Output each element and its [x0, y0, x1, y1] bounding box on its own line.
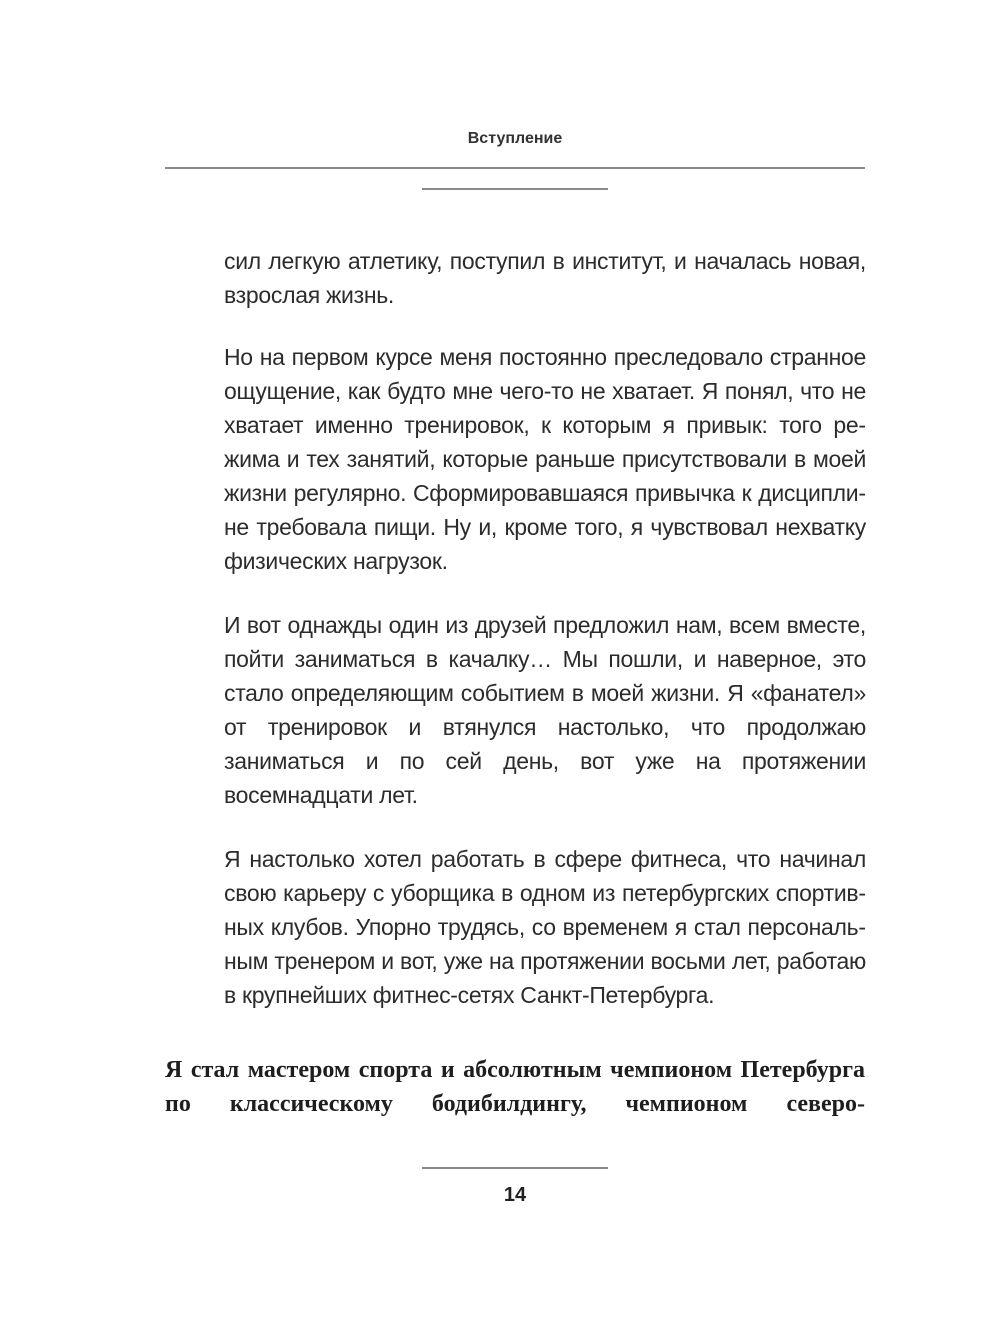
- footer-short-rule: [422, 1167, 608, 1169]
- body-text: [224, 244, 866, 1042]
- paragraph: И вот однажды один из друзей предложил нам, всем вместе, пойти заниматься в качалку… Мы пошли, и наверное, это стало определяющим событием в моей жизни. Я «фанател» от тренировок и втянулся настолько, что продолжаю заниматься и по сей день, вот уже на протяжении восемнадцати лет.: [224, 612, 866, 808]
- callout-text: Я стал мастером спорта и абсолютным чемпионом Петербурга по классическому бодибилдингу, чемпионом северо-: [165, 1057, 865, 1117]
- paragraph: Но на первом курсе меня постоянно преследовало странное ощущение, как будто мне чего-то не хватает. Я понял, что не хватает именно тренировок, к которым я привык: того режима и тех занятий, которые раньше присутствовали в моей жизни регулярно. Сформировавшаяся привычка к дисциплине требовала пищи. Ну и, кроме того, я чувствовал нехватку физических нагрузок.: [224, 344, 866, 574]
- page-number: 14: [503, 1184, 527, 1206]
- header-short-rule: [422, 188, 608, 190]
- header-rule: [165, 167, 865, 169]
- paragraph: Я настолько хотел работать в сфере фитнеса, что начинал свою карьеру с уборщика в одном из петербургских спортивных клубов. Упорно трудясь, со временем я стал персональным тренером и вот, уже на протяжении восьми лет, работаю в крупнейших фитнес-сетях Санкт-Петербурга.: [224, 846, 866, 1008]
- paragraph-continuation: сил легкую атлетику, поступил в институт, и началась новая, взрослая жизнь.: [224, 248, 866, 308]
- running-head: Вступление: [467, 130, 563, 147]
